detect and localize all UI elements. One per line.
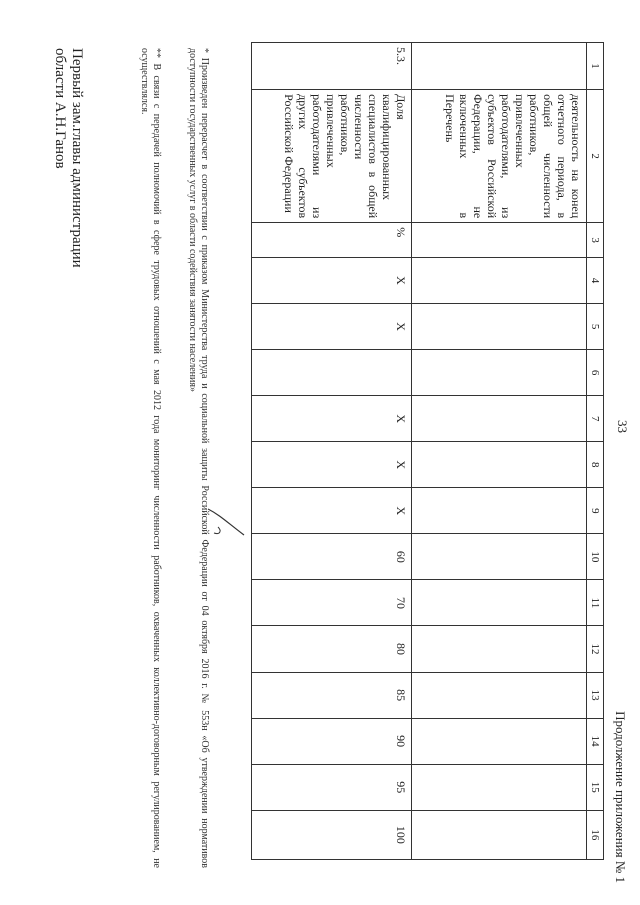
header-cell: 9 bbox=[587, 488, 604, 534]
cell-empty bbox=[412, 257, 587, 303]
table-row-5-3 bbox=[252, 43, 412, 860]
cell-value: 95 bbox=[252, 764, 412, 810]
cell-value: X bbox=[252, 257, 412, 303]
cell-value: 70 bbox=[252, 580, 412, 626]
header-cell: 12 bbox=[587, 626, 604, 672]
header-cell: 11 bbox=[587, 580, 604, 626]
cell-empty bbox=[412, 580, 587, 626]
cell-num bbox=[412, 43, 587, 90]
cell-value: X bbox=[252, 396, 412, 442]
cell-value: 85 bbox=[252, 672, 412, 718]
cell-unit: % bbox=[252, 223, 412, 258]
cell-value bbox=[252, 350, 412, 396]
header-cell: 16 bbox=[587, 810, 604, 859]
cell-value: X bbox=[252, 488, 412, 534]
cell-value: 60 bbox=[252, 534, 412, 580]
cell-value: X bbox=[252, 442, 412, 488]
signature-line-1: Первый зам.главы администрации bbox=[69, 48, 85, 268]
cell-empty bbox=[412, 672, 587, 718]
cell-empty bbox=[412, 304, 587, 350]
continuation-label: Продолжение приложения № 1 bbox=[613, 711, 628, 883]
cell-empty bbox=[412, 223, 587, 258]
footnote-1: * Произведен перерасчет в соответствии с приказом Министерства труда и социальной защиты Российской Федерации от 04 октября 2016 г. № 553н «Об утверждении нормативов доступности государственных услуг в области содействия занятости населения» bbox=[187, 48, 210, 868]
header-cell: 5 bbox=[587, 304, 604, 350]
cell-value: 80 bbox=[252, 626, 412, 672]
cell-value: 90 bbox=[252, 718, 412, 764]
cell-empty bbox=[412, 442, 587, 488]
header-row bbox=[587, 43, 604, 860]
cell-value: X bbox=[252, 304, 412, 350]
header-cell: 8 bbox=[587, 442, 604, 488]
cell-empty bbox=[412, 718, 587, 764]
header-cell: 13 bbox=[587, 672, 604, 718]
header-cell: 7 bbox=[587, 396, 604, 442]
signature-line-2: области А.Н.Ганов bbox=[52, 48, 68, 169]
cell-empty bbox=[412, 396, 587, 442]
header-cell: 3 bbox=[587, 223, 604, 258]
cell-value: 100 bbox=[252, 810, 412, 859]
cell-empty bbox=[412, 626, 587, 672]
table-row-carryover bbox=[412, 43, 587, 860]
header-cell: 14 bbox=[587, 718, 604, 764]
cell-empty bbox=[412, 534, 587, 580]
cell-empty bbox=[412, 488, 587, 534]
header-cell: 15 bbox=[587, 764, 604, 810]
footnote-2: ** В связи с передачей полномочий в сфере трудовых отношений с мая 2012 года мониторинг численности работников, охваченных коллективно-договорным регулированием, не осуществлялся. bbox=[139, 48, 162, 868]
cell-indicator-name: деятельность на конец отчетного периода, в общей численности работников, привлеченных работодателями, из субъектов Российской Федерации, не включенных в Перечень bbox=[412, 90, 587, 223]
indicators-table bbox=[251, 42, 604, 860]
header-cell: 4 bbox=[587, 257, 604, 303]
header-cell: 6 bbox=[587, 350, 604, 396]
cell-empty bbox=[412, 810, 587, 859]
cell-num: 5.3. bbox=[252, 43, 412, 90]
cell-empty bbox=[412, 350, 587, 396]
cell-empty bbox=[412, 764, 587, 810]
page-number: 33 bbox=[615, 420, 630, 433]
header-cell: 2 bbox=[587, 90, 604, 223]
signature-block bbox=[51, 48, 85, 268]
header-cell: 10 bbox=[587, 534, 604, 580]
header-cell: 1 bbox=[587, 43, 604, 90]
handwritten-mark bbox=[204, 505, 248, 541]
cell-indicator-name: Доля квалифицированных специалистов в общей численности работников, привлеченных работодателями из других субъектов Российской Федерации bbox=[252, 90, 412, 223]
